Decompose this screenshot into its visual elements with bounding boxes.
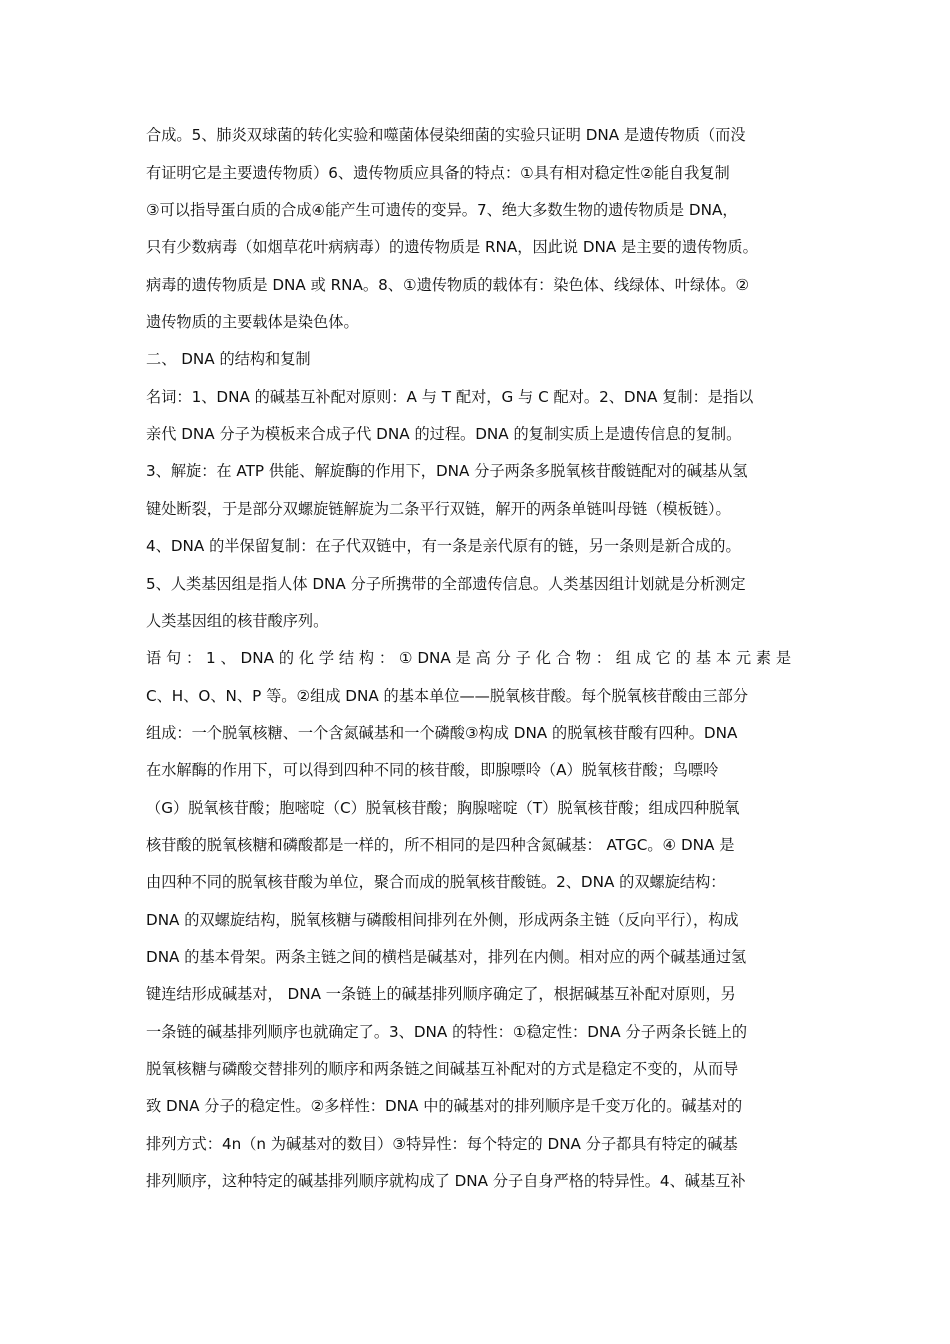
text-line: 人类基因组的核苷酸序列。 [146,612,329,630]
text-line: C、H、O、N、P 等。②组成 DNA 的基本单位——脱氧核苷酸。每个脱氧核苷酸由三部分 [146,687,749,705]
text-line: 键处断裂，于是部分双螺旋链解旋为二条平行双链，解开的两条单链叫母链（模板链）。 [146,500,731,518]
text-line: 致 DNA 分子的稳定性。②多样性：DNA 中的碱基对的排列顺序是千变万化的。碱基对的 [146,1097,743,1115]
text-line: 在水解酶的作用下，可以得到四种不同的核苷酸，即腺嘌呤（A）脱氧核苷酸；鸟嘌呤 [146,761,719,779]
text-line: 亲代 DNA 分子为模板来合成子代 DNA 的过程。DNA 的复制实质上是遗传信息的复制。 [146,425,742,443]
text-line: 排列顺序，这种特定的碱基排列顺序就构成了 DNA 分子自身严格的特异性。4、碱基互补 [146,1172,746,1190]
text-line: 核苷酸的脱氧核糖和磷酸都是一样的，所不相同的是四种含氮碱基： ATGC。④ DNA 是 [146,836,735,854]
text-line: 3、解旋：在 ATP 供能、解旋酶的作用下，DNA 分子两条多脱氧核苷酸链配对的碱基从氢 [146,462,748,480]
section-heading: 二、 DNA 的结构和复制 [146,350,311,368]
text-line: 组成：一个脱氧核糖、一个含氮碱基和一个磷酸③构成 DNA 的脱氧核苷酸有四种。DNA [146,724,738,742]
text-line: 脱氧核糖与磷酸交替排列的顺序和两条链之间碱基互补配对的方式是稳定不变的，从而导 [146,1060,739,1078]
text-line: ③可以指导蛋白质的合成④能产生可遗传的变异。7、绝大多数生物的遗传物质是 DNA， [146,201,738,219]
text-line: 由四种不同的脱氧核苷酸为单位，聚合而成的脱氧核苷酸链。2、DNA 的双螺旋结构： [146,873,726,891]
text-line: 排列方式：4n（n 为碱基对的数目）③特异性：每个特定的 DNA 分子都具有特定的碱基 [146,1135,738,1153]
text-line: 5、人类基因组是指人体 DNA 分子所携带的全部遗传信息。人类基因组计划就是分析测定 [146,575,746,593]
text-line: 一条链的碱基排列顺序也就确定了。3、DNA 的特性：①稳定性：DNA 分子两条长链上的 [146,1023,748,1041]
text-line: 遗传物质的主要载体是染色体。 [146,313,359,331]
text-line: 病毒的遗传物质是 DNA 或 RNA。8、①遗传物质的载体有：染色体、线绿体、叶绿体。② [146,276,750,294]
text-line: 4、DNA 的半保留复制：在子代双链中，有一条是亲代原有的链，另一条则是新合成的。 [146,537,741,555]
text-line: 语 句 ： 1 、 DNA 的 化 学 结 构 ： ① DNA 是 高 分 子 化 合 物 ： 组 成 它 的 基 本 元 素 是 [146,649,792,667]
text-line: 键连结形成碱基对， DNA 一条链上的碱基排列顺序确定了，根据碱基互补配对原则，另 [146,985,736,1003]
text-line: 合成。5、肺炎双球菌的转化实验和噬菌体侵染细菌的实验只证明 DNA 是遗传物质（而没 [146,126,746,144]
text-line: 有证明它是主要遗传物质）6、遗传物质应具备的特点：①具有相对稳定性②能自我复制 [146,164,730,182]
text-line: （G）脱氧核苷酸；胞嘧啶（C）脱氧核苷酸；胸腺嘧啶（T）脱氧核苷酸；组成四种脱氧 [146,799,740,817]
text-line: 只有少数病毒（如烟草花叶病病毒）的遗传物质是 RNA，因此说 DNA 是主要的遗传物质。 [146,238,758,256]
text-line: DNA 的双螺旋结构，脱氧核糖与磷酸相间排列在外侧，形成两条主链（反向平行），构成 [146,911,739,929]
text-line: 名词：1、DNA 的碱基互补配对原则：A 与 T 配对，G 与 C 配对。2、DNA 复制：是指以 [146,388,754,406]
text-line: DNA 的基本骨架。两条主链之间的横档是碱基对，排列在内侧。相对应的两个碱基通过氢 [146,948,747,966]
